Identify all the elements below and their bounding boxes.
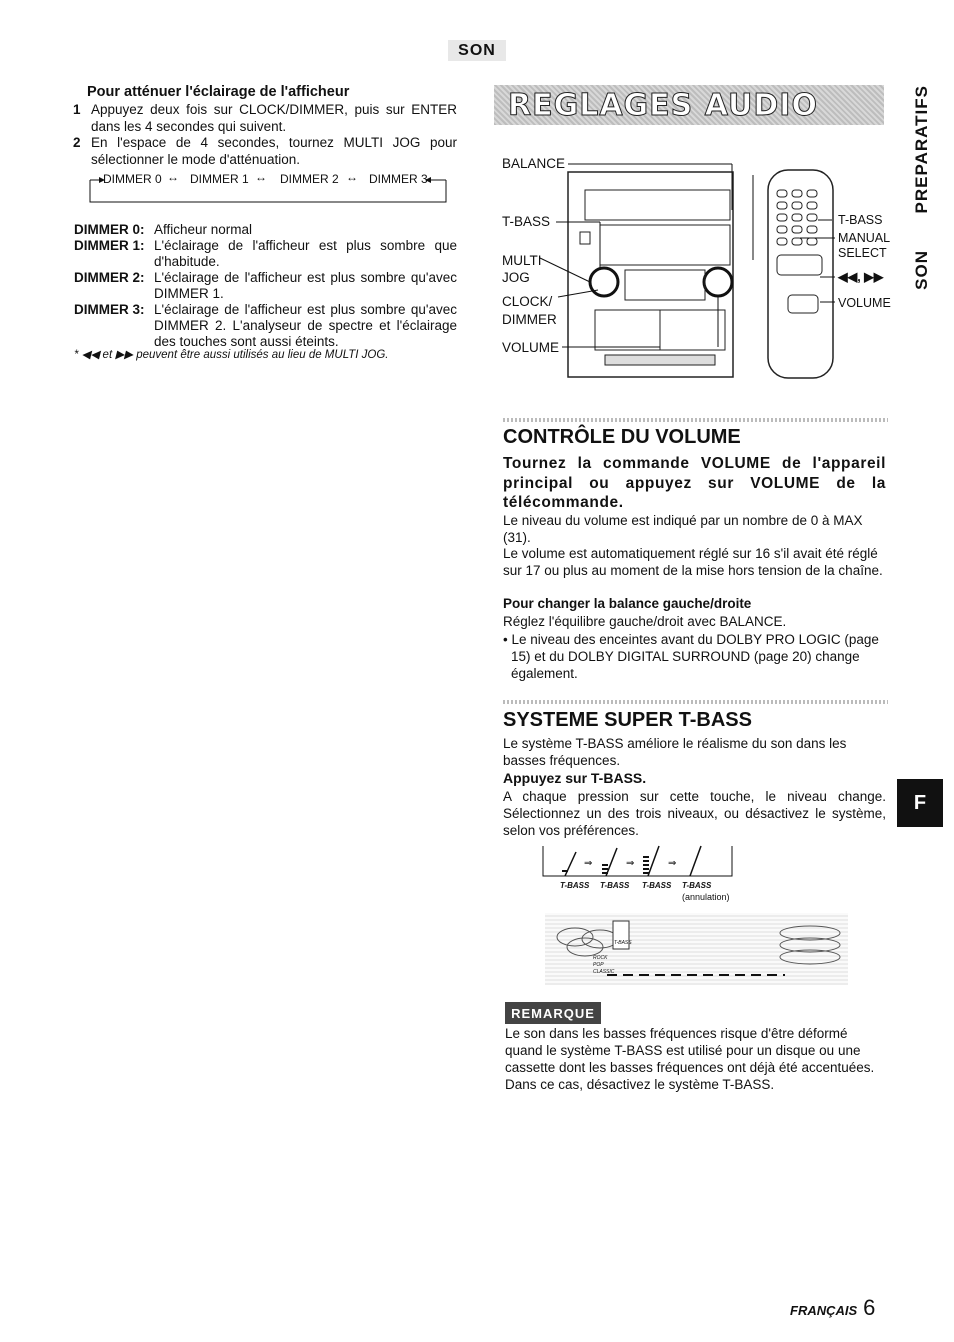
- label-dimmer: DIMMER: [502, 312, 557, 327]
- balance-text: Réglez l'équilibre gauche/droit avec BALANCE.: [503, 614, 787, 629]
- svg-text:⇒: ⇒: [668, 858, 677, 869]
- label-remote-volume: VOLUME: [838, 296, 891, 310]
- dimmer-note: * ◀◀ et ▶▶ peuvent être aussi utilisés au lieu de MULTI JOG.: [74, 349, 389, 361]
- arrow-both-icon: ↔: [255, 170, 267, 184]
- dimmer-text: Afficheur normal: [154, 222, 253, 237]
- step-text: Appuyez deux fois sur CLOCK/DIMMER, puis sur ENTER dans les 4 secondes qui suivent.: [91, 102, 457, 134]
- dimmer-key: DIMMER 0:: [74, 222, 145, 237]
- display-tbass-label: T-BASS: [614, 940, 632, 946]
- page-footer: [790, 1295, 875, 1321]
- label-remote-skip: ◀◀, ▶▶: [838, 270, 884, 284]
- dimmer-key: DIMMER 2:: [74, 270, 145, 285]
- tbass-level-diagram: [540, 840, 740, 905]
- display-rock: ROCK: [593, 955, 608, 961]
- label-clock: CLOCK/: [502, 294, 553, 309]
- label-tbass: T-BASS: [502, 214, 551, 229]
- volume-p2: Le volume est automatiquement réglé sur 16 s'il avait été réglé sur 17 ou plus au moment de la mise hors tension de la chaîne.: [503, 546, 883, 578]
- arrow-both-icon: ↔: [346, 170, 358, 184]
- page-number: 6: [863, 1295, 876, 1320]
- dimmer-key: DIMMER 1:: [74, 238, 145, 253]
- dimmer-def: [74, 302, 457, 350]
- label-remote-tbass: T-BASS: [838, 213, 883, 227]
- dimmer-def: [74, 238, 457, 270]
- dimmer-text: L'éclairage de l'afficheur est plus sombre qu'avec DIMMER 2. L'analyseur de spectre et l'éclairage des touches sont aussi éteints.: [154, 302, 457, 349]
- volume-instruction: Tournez la commande VOLUME de l'appareil principal ou appuyez sur VOLUME de la télécommande.: [503, 455, 886, 511]
- svg-text:⇒: ⇒: [626, 858, 635, 869]
- display-pop: POP: [593, 962, 604, 968]
- divider: [503, 700, 888, 704]
- step-text: En l'espace de 4 secondes, tournez MULTI JOG pour sélectionner le mode d'atténuation.: [91, 135, 457, 167]
- remarque-text: Le son dans les basses fréquences risque d'être déformé quand le système T-BASS est utilisé pour un disque ou une cassette dont les basses fréquences ont déjà été accentuées. Dans ce cas, désactivez le système T-BASS.: [505, 1026, 875, 1092]
- label-volume: VOLUME: [502, 340, 560, 355]
- cycle-dimmer-1: DIMMER 1: [190, 172, 249, 186]
- display-classic: CLASSIC: [593, 969, 615, 975]
- label-jog: JOG: [502, 270, 530, 285]
- annulation-label: (annulation): [682, 892, 730, 902]
- dimmer-def: [74, 270, 457, 302]
- volume-title: CONTRÔLE DU VOLUME: [503, 426, 741, 448]
- section-header: [0, 42, 954, 60]
- volume-p1: Le niveau du volume est indiqué par un nombre de 0 à MAX (31).: [503, 513, 863, 545]
- footer-lang: FRANÇAIS: [790, 1303, 858, 1318]
- remarque-label: REMARQUE: [505, 1002, 601, 1024]
- level-label: T-BASS: [600, 881, 630, 890]
- stereo-illustration: [500, 150, 895, 385]
- dimmer-definitions: [74, 222, 457, 350]
- device-figure: [500, 150, 895, 385]
- dimmer-heading: Pour atténuer l'éclairage de l'afficheur: [87, 84, 350, 100]
- side-tabs: [894, 85, 932, 315]
- dimmer-text: L'éclairage de l'afficheur est plus sombre qu'avec DIMMER 1.: [154, 270, 457, 301]
- label-multi: MULTI: [502, 253, 542, 268]
- label-remote-manual: MANUAL: [838, 231, 891, 245]
- dimmer-text: L'éclairage de l'afficheur est plus sombre que d'habitude.: [154, 238, 457, 269]
- balance-heading: Pour changer la balance gauche/droite: [503, 596, 752, 611]
- step-2: [73, 135, 457, 168]
- tbass-p1: Le système T-BASS améliore le réalisme du son dans les basses fréquences.: [503, 736, 847, 768]
- step-number: 2: [73, 135, 81, 150]
- tab-preparatifs: PREPARATIFS: [912, 85, 931, 214]
- cycle-dimmer-0: DIMMER 0: [103, 172, 162, 186]
- tab-son: SON: [912, 250, 931, 290]
- banner-title: REGLAGES AUDIO: [508, 88, 818, 123]
- arrow-both-icon: ↔: [167, 170, 179, 184]
- level-label: T-BASS: [642, 881, 672, 890]
- dimmer-cycle-diagram: [87, 170, 452, 206]
- cycle-dimmer-3: DIMMER 3: [369, 172, 428, 186]
- label-remote-select: SELECT: [838, 246, 887, 260]
- tbass-display-illustration: [545, 913, 848, 985]
- step-number: 1: [73, 102, 81, 117]
- level-label: T-BASS: [560, 881, 590, 890]
- section-header-label: SON: [448, 40, 506, 61]
- divider: [503, 418, 888, 422]
- step-1: [73, 102, 457, 135]
- balance-bullet: • Le niveau des enceintes avant du DOLBY PRO LOGIC (page 15) et du DOLBY DIGITAL SURROUND (page 20) change également.: [503, 632, 879, 681]
- label-balance: BALANCE: [502, 156, 566, 171]
- steps: [73, 102, 457, 168]
- svg-text:⇒: ⇒: [584, 858, 593, 869]
- banner: [494, 85, 884, 125]
- level-label: T-BASS: [682, 881, 712, 890]
- tbass-sub: Appuyez sur T-BASS.: [503, 770, 647, 786]
- language-tab: F: [897, 779, 943, 827]
- tbass-p2: A chaque pression sur cette touche, le niveau change. Sélectionnez un des trois niveaux, ou désactivez le système, selon vos préférences.: [503, 789, 886, 838]
- tbass-title: SYSTEME SUPER T-BASS: [503, 709, 752, 731]
- dimmer-def: [74, 222, 457, 238]
- cycle-dimmer-2: DIMMER 2: [280, 172, 339, 186]
- dimmer-key: DIMMER 3:: [74, 302, 145, 317]
